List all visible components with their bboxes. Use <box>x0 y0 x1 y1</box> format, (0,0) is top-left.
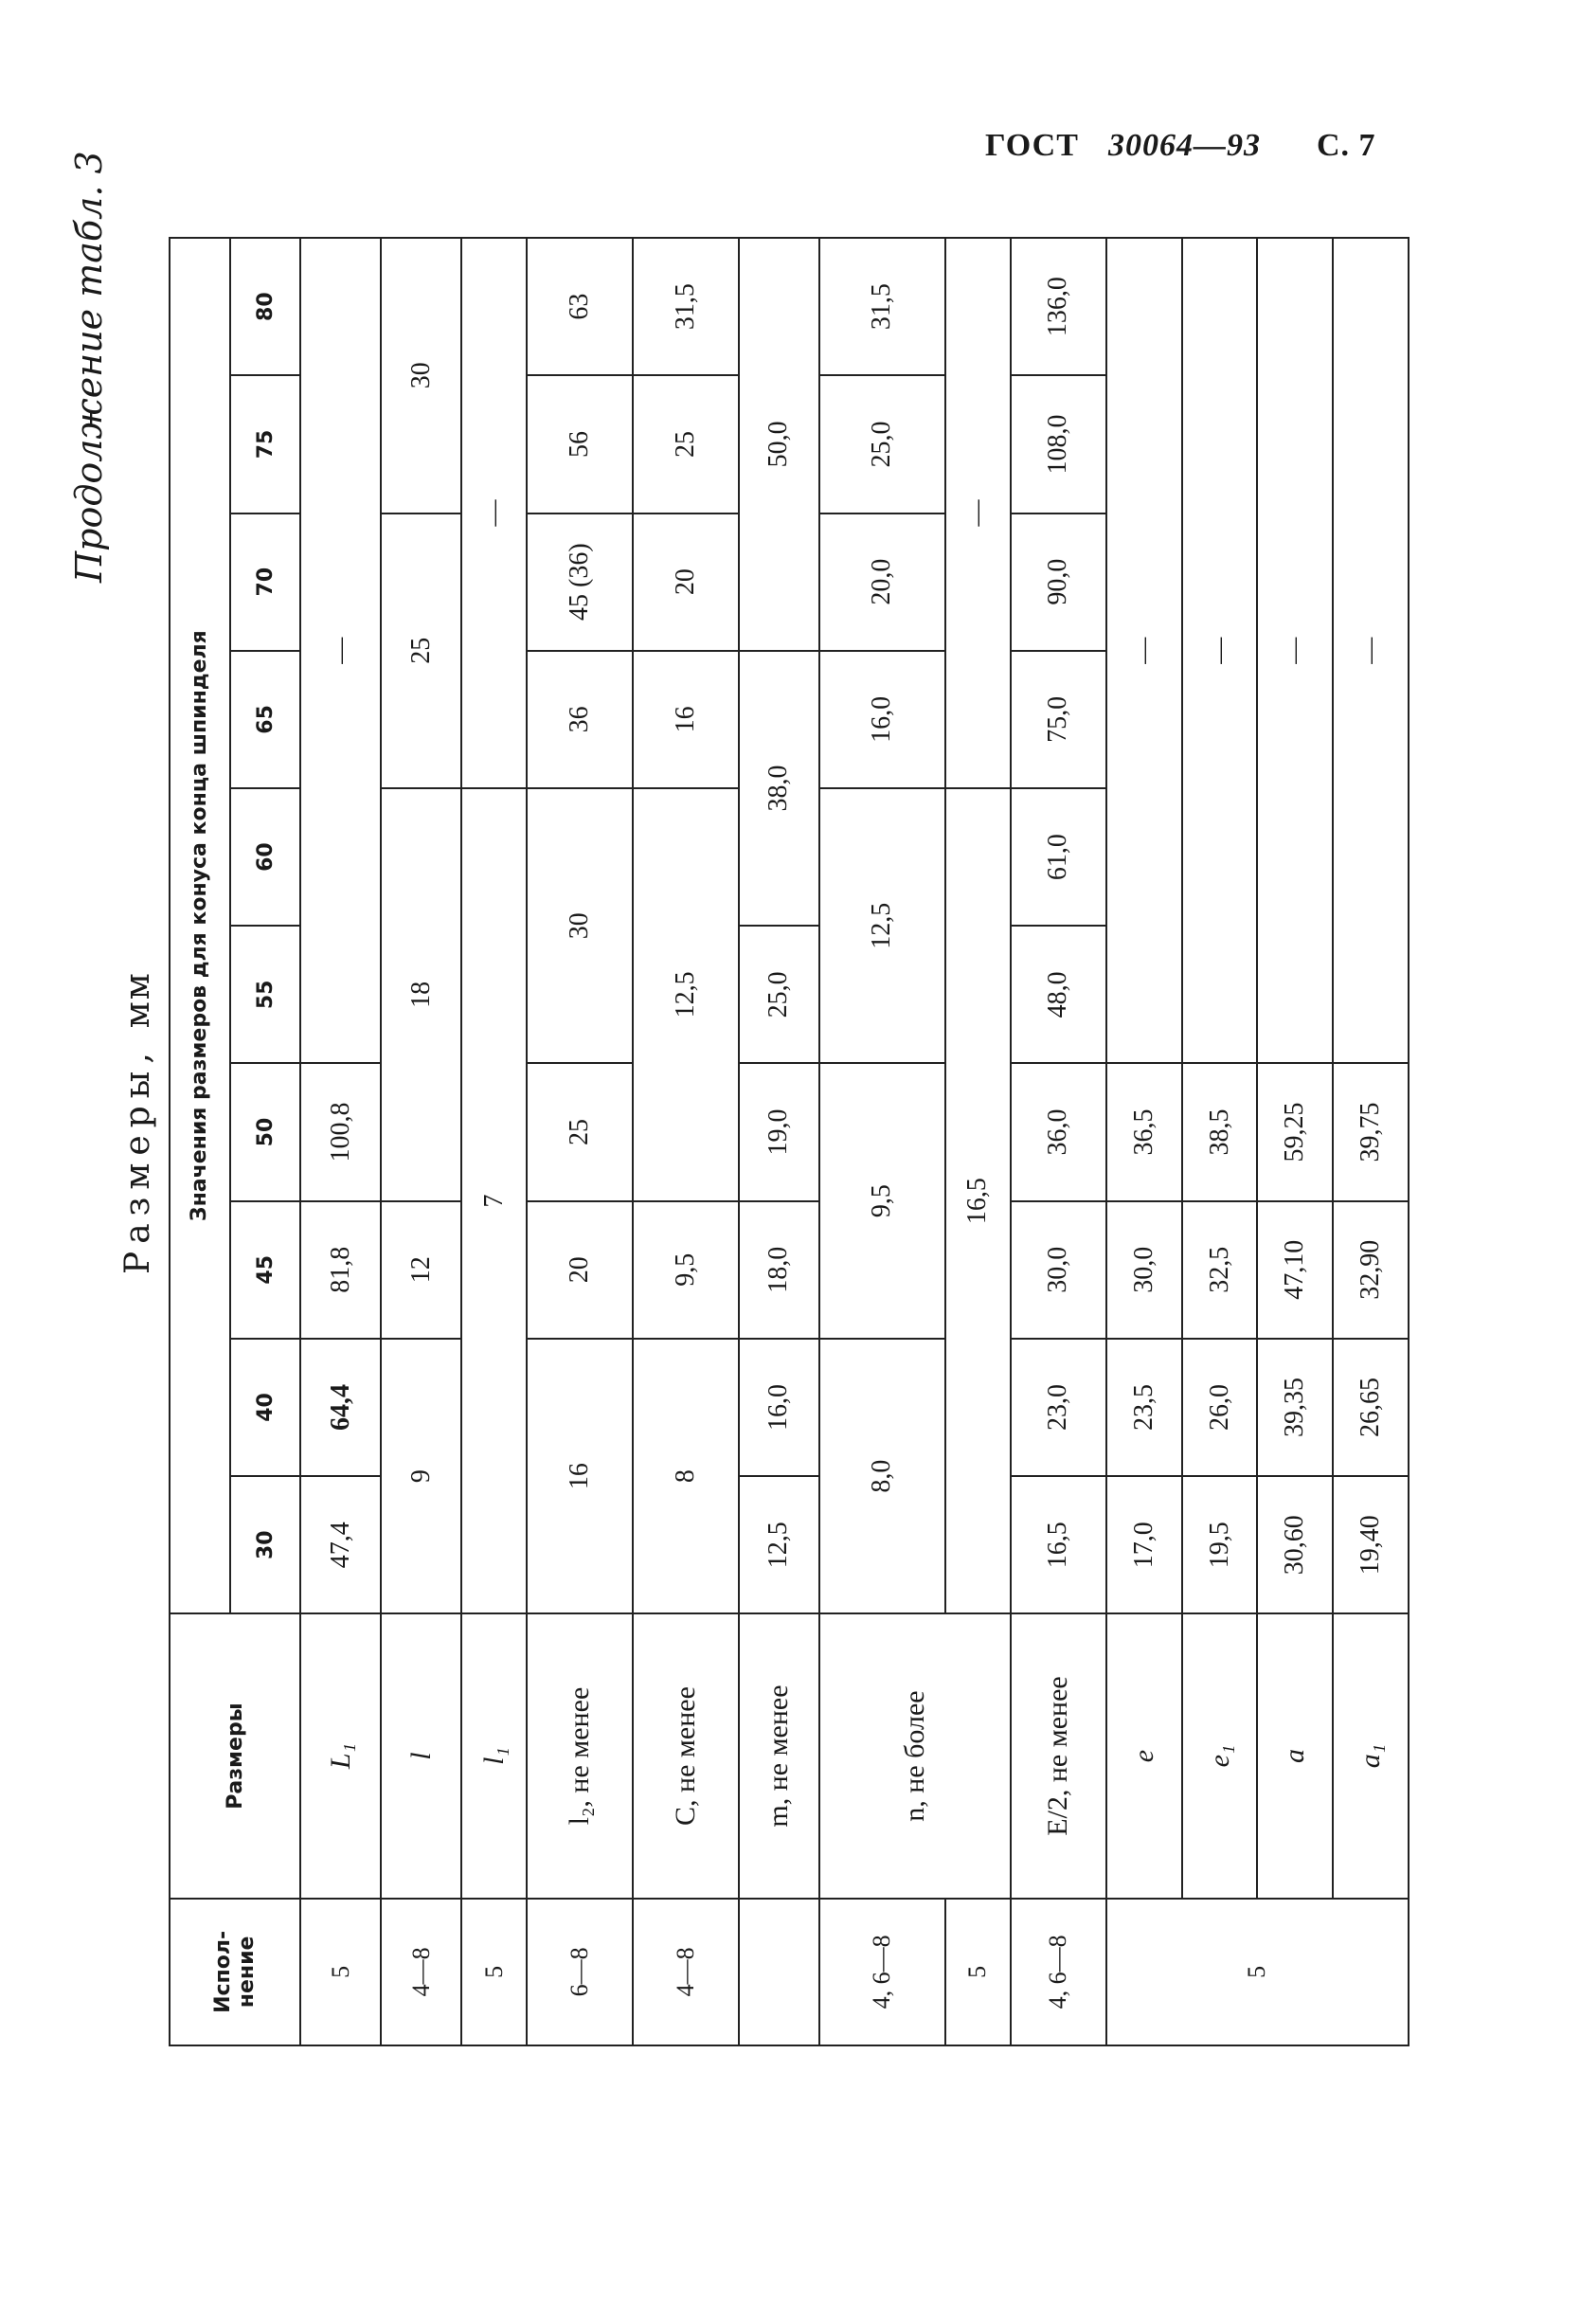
value-cell: 136,0 <box>1011 238 1106 375</box>
dimension-label: n, не более <box>819 1613 1011 1898</box>
header-cone-group: Значения размеров для конуса конца шпинделя <box>170 238 230 1613</box>
row-e1 <box>1182 238 1258 2045</box>
value-cell: 30,0 <box>1011 1201 1106 1339</box>
value-cell: 108,0 <box>1011 375 1106 513</box>
standard-number: 30064—93 <box>1108 128 1261 163</box>
dimension-label: a <box>1257 1613 1333 1898</box>
value-cell: 19,0 <box>739 1063 819 1200</box>
row-l <box>381 238 461 2045</box>
value-cell: — <box>1106 238 1182 1063</box>
cone-75: 75 <box>230 375 300 513</box>
value-cell: 32,90 <box>1333 1201 1409 1339</box>
use-cell: 6—8 <box>527 1899 633 2045</box>
dimension-label: E/2, не менее <box>1011 1613 1106 1898</box>
value-cell: 32,5 <box>1182 1201 1258 1339</box>
value-cell: 8 <box>633 1339 739 1613</box>
value-cell: 48,0 <box>1011 926 1106 1063</box>
cone-40: 40 <box>230 1339 300 1476</box>
value-cell: 25,0 <box>739 926 819 1063</box>
cone-30: 30 <box>230 1476 300 1613</box>
row-l1 <box>461 238 527 2045</box>
row-C <box>633 238 739 2045</box>
value-cell: 75,0 <box>1011 651 1106 788</box>
use-cell: 5 <box>945 1899 1011 2045</box>
value-cell: 16,0 <box>739 1339 819 1476</box>
use-cell: 5 <box>461 1899 527 2045</box>
value-cell: 25 <box>633 375 739 513</box>
row-L1 <box>300 238 381 2045</box>
dimension-label: C, не менее <box>633 1613 739 1898</box>
value-cell: 23,5 <box>1106 1339 1182 1476</box>
value-cell: 90,0 <box>1011 513 1106 651</box>
value-cell: — <box>1333 238 1409 1063</box>
value-cell: 38,5 <box>1182 1063 1258 1200</box>
value-cell: 61,0 <box>1011 788 1106 926</box>
value-cell: 39,35 <box>1257 1339 1333 1476</box>
value-cell: 36,5 <box>1106 1063 1182 1200</box>
value-cell: — <box>1257 238 1333 1063</box>
value-cell: 20 <box>633 513 739 651</box>
standard-label: ГОСТ <box>985 128 1079 163</box>
value-cell: 81,8 <box>300 1201 381 1339</box>
cone-55: 55 <box>230 926 300 1063</box>
table-continuation-caption: Продолжение табл. 3 <box>68 151 110 583</box>
dimension-label: l₂, не менее <box>527 1613 633 1898</box>
use-cell: 5 <box>300 1899 381 2045</box>
value-cell: 39,75 <box>1333 1063 1409 1200</box>
dimension-label: a₁ <box>1333 1613 1409 1898</box>
value-cell: 16,5 <box>945 788 1011 1613</box>
value-cell: — <box>945 238 1011 788</box>
value-cell: 30,0 <box>1106 1201 1182 1339</box>
row-a1 <box>1333 238 1409 2045</box>
value-cell: 12 <box>381 1201 461 1339</box>
value-cell: 30 <box>527 788 633 1063</box>
cone-65: 65 <box>230 651 300 788</box>
cone-70: 70 <box>230 513 300 651</box>
use-cell: 5 <box>1106 1899 1409 2045</box>
value-cell: 23,0 <box>1011 1339 1106 1476</box>
value-cell: 18,0 <box>739 1201 819 1339</box>
value-cell: 18 <box>381 788 461 1201</box>
value-cell: 25,0 <box>819 375 945 513</box>
row-a <box>1257 238 1333 2045</box>
value-cell: 26,65 <box>1333 1339 1409 1476</box>
value-cell: 9,5 <box>633 1201 739 1339</box>
dimension-label: L₁ <box>300 1613 381 1898</box>
cone-60: 60 <box>230 788 300 926</box>
value-cell: 64,4 <box>300 1339 381 1476</box>
value-cell: 16,0 <box>819 651 945 788</box>
value-cell: — <box>461 238 527 788</box>
cone-45: 45 <box>230 1201 300 1339</box>
page-number: С. 7 <box>1317 128 1376 163</box>
header-use: Испол-нение <box>170 1899 300 2045</box>
cone-50: 50 <box>230 1063 300 1200</box>
dimension-label: l <box>381 1613 461 1898</box>
value-cell: 19,40 <box>1333 1476 1409 1613</box>
value-cell: 56 <box>527 375 633 513</box>
value-cell: 47,4 <box>300 1476 381 1613</box>
dimension-label: m, не менее <box>739 1613 819 1898</box>
value-cell: 25 <box>527 1063 633 1200</box>
dimension-label: e₁ <box>1182 1613 1258 1898</box>
use-cell: 4, 6—8 <box>1011 1899 1106 2045</box>
dimension-label: e <box>1106 1613 1182 1898</box>
value-cell: 12,5 <box>819 788 945 1063</box>
value-cell: 36 <box>527 651 633 788</box>
value-cell: 25 <box>381 513 461 788</box>
value-cell: 45 (36) <box>527 513 633 651</box>
row-E2 <box>1011 238 1106 2045</box>
row-n <box>819 238 945 2045</box>
value-cell: 9 <box>381 1339 461 1613</box>
dimension-label: l₁ <box>461 1613 527 1898</box>
value-cell: 16 <box>633 651 739 788</box>
value-cell: 20 <box>527 1201 633 1339</box>
value-cell: 31,5 <box>819 238 945 375</box>
use-cell <box>739 1899 819 2045</box>
value-cell: 12,5 <box>739 1476 819 1613</box>
table-title-unit: мм <box>118 971 157 1029</box>
table-title <box>118 971 157 1274</box>
value-cell: 30,60 <box>1257 1476 1333 1613</box>
value-cell: 31,5 <box>633 238 739 375</box>
value-cell: 47,10 <box>1257 1201 1333 1339</box>
value-cell: 59,25 <box>1257 1063 1333 1200</box>
row-l2 <box>527 238 633 2045</box>
dimensions-table <box>169 237 1409 2046</box>
value-cell: — <box>300 238 381 1063</box>
value-cell: 38,0 <box>739 651 819 926</box>
value-cell: 100,8 <box>300 1063 381 1200</box>
value-cell: — <box>1182 238 1258 1063</box>
cone-80: 80 <box>230 238 300 375</box>
value-cell: 7 <box>461 788 527 1613</box>
header-dimension: Размеры <box>170 1613 300 1898</box>
use-cell: 4—8 <box>633 1899 739 2045</box>
value-cell: 50,0 <box>739 238 819 651</box>
value-cell: 9,5 <box>819 1063 945 1338</box>
value-cell: 12,5 <box>633 788 739 1201</box>
value-cell: 8,0 <box>819 1339 945 1613</box>
value-cell: 30 <box>381 238 461 513</box>
row-m <box>739 238 819 2045</box>
value-cell: 36,0 <box>1011 1063 1106 1200</box>
value-cell: 63 <box>527 238 633 375</box>
table-title-text: Размеры, <box>118 1045 157 1274</box>
value-cell: 19,5 <box>1182 1476 1258 1613</box>
value-cell: 17,0 <box>1106 1476 1182 1613</box>
row-e <box>1106 238 1182 2045</box>
value-cell: 20,0 <box>819 513 945 651</box>
value-cell: 26,0 <box>1182 1339 1258 1476</box>
dimensions-table-rotated <box>169 237 1409 2046</box>
value-cell: 16 <box>527 1339 633 1613</box>
use-cell: 4, 6—8 <box>819 1899 945 2045</box>
use-cell: 4—8 <box>381 1899 461 2045</box>
value-cell: 16,5 <box>1011 1476 1106 1613</box>
